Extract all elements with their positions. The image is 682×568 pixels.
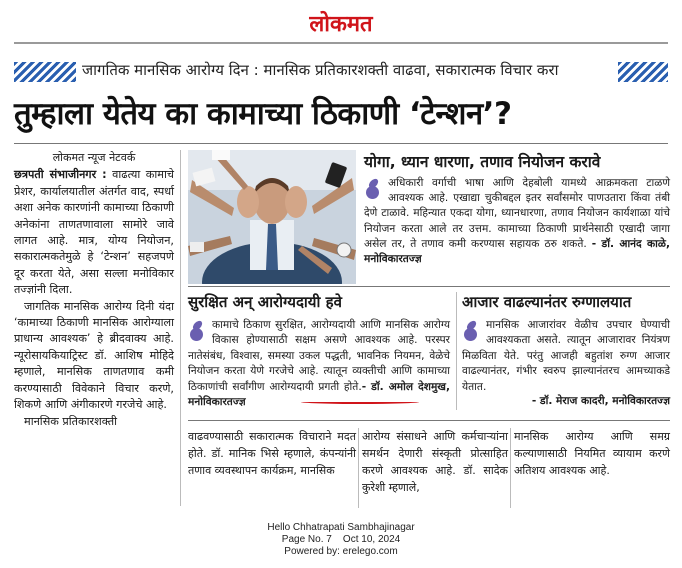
bottom-column-1: वाढवण्यासाठी सकारात्मक विचाराने मदत होते. डॉ. मानिक भिसे म्हणाले, कंपन्यांनी तणाव व्यवस्थापन कार्यक्रम, मानसिक — [188, 430, 356, 477]
headline-rule — [14, 143, 668, 144]
stressed-worker-photo — [188, 150, 356, 284]
footer-page-date: Page No. 7 Oct 10, 2024 — [281, 534, 401, 545]
page-headline: तुम्हाला येतेय का कामाच्या ठिकाणी ‘टेन्शन’? — [14, 96, 512, 132]
safe-heading: सुरक्षित अन् आरोग्यदायी हवे — [188, 293, 342, 311]
illness-body — [462, 318, 670, 395]
safe-body — [188, 318, 450, 410]
quote-drop-icon — [464, 320, 480, 348]
red-underline-mark — [301, 400, 419, 404]
section-rule-lower — [188, 420, 670, 421]
epaper-footer — [0, 522, 682, 558]
yoga-body — [364, 176, 670, 267]
kicker-text: जागतिक मानसिक आरोग्य दिन : मानसिक प्रतिकारशक्ती वाढवा, सकारात्मक विचार करा — [82, 61, 559, 79]
footer-powered-by: Powered by: erelego.com — [284, 546, 398, 557]
illness-heading: आजार वाढल्यानंतर रुग्णालयात — [462, 293, 632, 311]
main-story-para-1 — [14, 167, 174, 298]
column-divider — [510, 428, 511, 508]
column-divider — [358, 428, 359, 508]
kicker-hatch-left — [14, 62, 76, 82]
illness-author-text: - डॉ. मेराज कादरी, मनोविकारतज्ज्ञ — [531, 395, 670, 407]
bottom-column-2: आरोग्य संसाधने आणि कर्मचाऱ्यांना समर्थन देणारी संस्कृती प्रोत्साहित करणे आवश्यक आहे. डॉ. सादेक कुरेशी म्हणाले, — [362, 430, 508, 494]
kicker-bar — [14, 58, 668, 86]
yoga-heading: योगा, ध्यान धारणा, तणाव नियोजन करावे — [364, 153, 601, 171]
byline: लोकमत न्यूज नेटवर्क — [52, 151, 136, 164]
quote-drop-icon — [366, 178, 382, 206]
lokmat-logo: लोकमत — [309, 11, 373, 37]
main-story-column — [14, 150, 174, 506]
bottom-column-3: मानसिक आरोग्य आणि समग्र कल्याणासाठी नियमित व्यायाम करणे अतिशय आवश्यक आहे. — [514, 430, 670, 477]
safe-author: - डॉ. अमोल देशमुख, मनोविकारतज्ज्ञ — [188, 380, 450, 409]
main-story-para-2: जागतिक मानसिक आरोग्य दिनी यंदा ‘कामाच्या ठिकाणी मानसिक आरोग्याला प्राधान्य आवश्यक’ हे ब्रीदवाक्य आहे. न्यूरोसायकियाट्रिस्ट डॉ. आशिष मोहिदे म्हणाले, मानसिक ताणतणाव कमी करण्यासाठी विवेकाने विचार करणे, शिकणे आणि अंगीकारणे गरजेचे आहे. — [14, 299, 174, 412]
yoga-body-text: अधिकारी वर्गाची भाषा आणि देहबोली यामध्ये आक्रमकता टाळणे आवश्यक आहे. एखाद्या चुकीबद्दल इतर सर्वांसमोर पाणउतारा किंवा तंबी देणे टाळावे. महिन्यात एकदा योगा, ध्यानधारणा, तणाव नियोजन कार्यशाळा यांचे नियोजन करता आले तर उत्तम. कामाच्या ठिकाणी प्रार्थनेसाठी एखादी जागा असेल तर, ते तणाव कमी करण्यास सहायक ठरु शकते. — [364, 177, 670, 250]
illness-body-text: मानसिक आजारांवर वेळीच उपचार घेण्याची आवश्यकता असते. त्यातून आजारावर नियंत्रण मिळविता येते. परंतु आजही बहुतांश रुग्ण आजार वाढल्यानंतर, गंभीर स्वरुप झाल्यानंतरच आमच्याकडे येतात. — [462, 319, 670, 393]
section-rule-upper — [188, 286, 670, 287]
kicker-hatch-right — [618, 62, 668, 82]
quote-drop-icon — [190, 320, 206, 348]
masthead-rule — [14, 42, 668, 44]
column-divider — [180, 150, 181, 506]
main-story-para-3: मानसिक प्रतिकारशक्ती — [24, 414, 117, 428]
yoga-author: - डॉ. आनंद काळे, मनोविकारतज्ज्ञ — [364, 237, 671, 266]
safe-body-text: कामाचे ठिकाण सुरक्षित, आरोग्यदायी आणि मानसिक आरोग्य विकास होण्यासाठी सक्षम असणे आवश्यक आहे. परस्पर नातेसंबंध, विश्वास, समस्या उकल पद्धती, भावनिक नियमन, वेळेचे नियोजन करता येणे गरजेचे आहे. त्यातून व्यक्तीची आणि कामाच्या ठिकाणांची सर्वांगीण आरोग्यदायी प्रगती होते. — [188, 319, 450, 393]
footer-edition: Hello Chhatrapati Sambhajinagar — [267, 522, 415, 533]
main-story-para-1-text: वाढत्या कामाचे प्रेशर, कार्यालयातील अंतर्गत वाद, स्पर्धा अशा अनेक कारणांनी कामाच्या ठिकाणी अनेकांना ताणतणावाला सामोरे जावे लागत आहे. मात्र, योग्य नियोजन, सकारात्मकतेमुळे हे ‘टेन्शन’ सहजपणे दूर करता येते, असा सल्ला मनोविकार तज्ज्ञांनी दिला. — [14, 168, 174, 297]
dateline: छत्रपती संभाजीनगर : — [14, 168, 107, 182]
photo-illustration — [188, 150, 356, 284]
illness-author — [462, 394, 670, 408]
masthead — [0, 8, 682, 38]
column-divider — [456, 292, 457, 410]
